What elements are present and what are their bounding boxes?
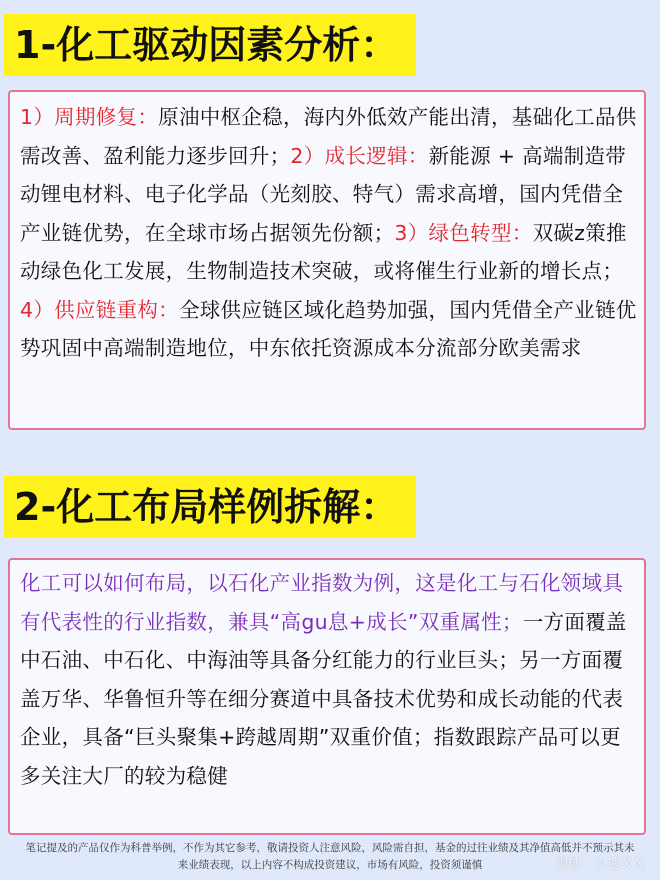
section-1-title: 1-化工驱动因素分析：	[4, 14, 416, 76]
layout-body: 一方面覆盖中石油、中石化、中海油等具备分红能力的行业巨头；另一方面覆盖万华、华鲁恒升等在细分赛道中具备技术优势和成长动能的代表企业，具备“巨头聚集+跨越周期”双重价值；指数跟踪产品可以更多关注大厂的较为稳健	[20, 609, 627, 788]
watermark: 雪球：人造ＸＸ	[554, 857, 646, 872]
item-3-label: 3）绿色转型：	[394, 220, 533, 245]
drivers-card	[8, 90, 646, 430]
item-3-text: 双碳z策推动绿色化工发展，生物制造技术突破，或将催生行业新的增长点；	[20, 220, 627, 283]
section-2-title: 2-化工布局样例拆解：	[4, 476, 416, 538]
item-1-label: 1）周期修复：	[20, 105, 159, 129]
layout-example-card	[8, 558, 646, 835]
item-1-text: 原油中枢企稳，海内外低效产能出清，基础化工品供需改善、盈利能力逐步回升；	[20, 105, 637, 168]
item-4-text: 全球供应链区域化趋势加强，国内凭借全产业链优势巩固中高端制造地位，中东依托资源成本分流部分欧美需求	[20, 297, 637, 360]
drivers-paragraph	[20, 98, 638, 368]
layout-intro: 化工可以如何布局，以石化产业指数为例，这是化工与石化领域具有代表性的行业指数，兼具“高gu息+成长”双重属性；	[20, 571, 624, 634]
item-2-text: 新能源 + 高端制造带动锂电材料、电子化学品（光刻胶、特气）需求高增，国内凭借全产业链优势，在全球市场占据领先份额；	[20, 143, 627, 245]
layout-paragraph	[20, 564, 638, 795]
disclaimer-line-1: 笔记提及的产品仅作为科普举例，不作为其它参考，敬请投资人注意风险，风险需自担，基金的过往业绩及其净值高低并不预示其未	[25, 842, 635, 854]
item-2-label: 2）成长逻辑：	[290, 143, 429, 168]
disclaimer-line-2: 来业绩表现，以上内容不构成投资建议，市场有风险，投资须谨慎	[177, 859, 483, 871]
item-4-label: 4）供应链重构：	[20, 297, 179, 322]
